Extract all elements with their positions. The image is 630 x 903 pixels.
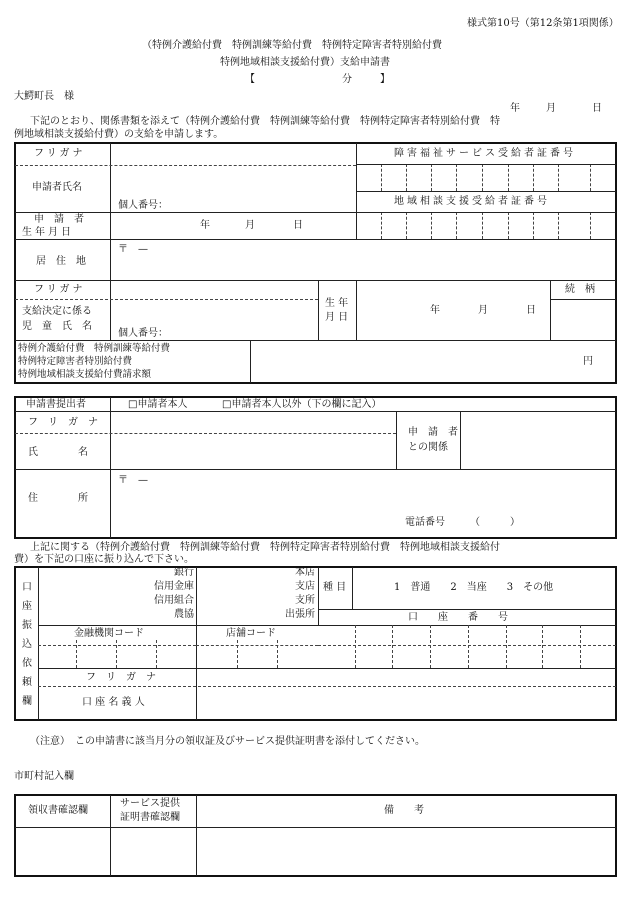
child-birth2: 月 日 — [325, 312, 349, 323]
child-birth1: 生 年 — [325, 298, 349, 309]
account-kind-label: 種 目 — [323, 582, 347, 593]
birth-day: 日 — [293, 220, 303, 231]
submitter-phone: 電話番号 （ ） — [405, 517, 520, 528]
child-birth-day: 日 — [526, 305, 536, 316]
date-month: 月 — [546, 103, 556, 114]
yen-unit: 円 — [583, 356, 593, 367]
birth-label1: 申 請 者 — [34, 214, 84, 225]
bank-side-3: 込 — [22, 639, 32, 650]
title-line2: 特例地域相談支援給付費）支給申請書 — [220, 57, 390, 68]
inst-code-label: 金融機関コード — [74, 628, 144, 639]
branch-type-office: 支所 — [295, 595, 315, 606]
date-year: 年 — [510, 103, 520, 114]
welfare-cert-label: 障害福祉サービス受給者証番号 — [394, 148, 576, 159]
bank-intro-line1: 上記に関する（特例介護給付費 特例訓練等給付費 特例特定障害者特別給付費 特例地域相談支援給付 — [30, 542, 500, 553]
account-kind-options: 1 普通 2 当座 3 その他 — [394, 582, 554, 593]
postal-mark: 〒 — — [118, 244, 148, 255]
submitter-option-self[interactable]: □申請者本人 — [128, 399, 188, 410]
bank-intro-line2: 費）を下記の口座に振り込んで下さい。 — [14, 554, 194, 565]
consult-cert-label: 地域相談支援受給者証番号 — [394, 196, 550, 207]
child-birth-year: 年 — [430, 305, 440, 316]
address-label: 居 住 地 — [36, 256, 86, 267]
birth-label2: 生年月日 — [22, 227, 74, 238]
intro-line2: 例地域相談支援給付費）の支給を申請します。 — [14, 129, 224, 140]
date-day: 日 — [592, 103, 602, 114]
claim-label3: 特例地域相談支援給付費請求額 — [18, 369, 152, 380]
inst-type-nokyo: 農協 — [174, 609, 194, 620]
personal-number-label: 個人番号： — [118, 200, 168, 211]
bracket-fen: 分 — [342, 74, 352, 85]
birth-month: 月 — [245, 220, 255, 231]
intro-line1: 下記のとおり、関係書類を添えて（特例介護給付費 特例訓練等給付費 特例特定障害者特別給付費 特 — [30, 116, 500, 127]
child-label2: 児 童 氏 名 — [22, 321, 92, 332]
submitter-relation1: 申 請 者 — [408, 427, 458, 438]
branch-type-branch: 支店 — [295, 581, 315, 592]
addressee: 大鰐町長 様 — [14, 91, 74, 102]
account-number-label: 口 座 番 号 — [408, 612, 508, 623]
note: （注意） この申請書に該当月分の領収証及びサービス提供証明書を添付してください。 — [30, 736, 425, 747]
inst-type-bank: 銀行 — [174, 567, 194, 578]
bracket-right: 】 — [380, 74, 390, 85]
submitter-address-label: 住 所 — [28, 493, 88, 504]
bank-side-1: 座 — [22, 601, 32, 612]
remarks-label: 備 考 — [384, 805, 424, 816]
submitter-postal: 〒 — — [118, 475, 148, 486]
municipal-label: 市町村記入欄 — [14, 771, 74, 782]
applicant-name-label: 申請者氏名 — [32, 182, 82, 193]
bank-side-6: 欄 — [22, 696, 32, 707]
receipt-check-label: 領収書確認欄 — [28, 805, 88, 816]
relation-label: 続 柄 — [565, 284, 595, 295]
branch-type-head: 本店 — [295, 567, 315, 578]
bank-side-4: 依 — [22, 658, 32, 669]
holder-label: 口 座 名 義 人 — [82, 697, 145, 708]
child-personal-number: 個人番号： — [118, 328, 168, 339]
claim-label2: 特例特定障害者特別給付費 — [18, 356, 133, 367]
submitter-relation2: との関係 — [408, 442, 448, 453]
child-birth-month: 月 — [478, 305, 488, 316]
submitter-furigana-label: フ リ ガ ナ — [28, 417, 98, 428]
municipal-table — [14, 794, 617, 877]
holder-furigana-label: フ リ ガ ナ — [86, 672, 156, 683]
bank-side-5: 頼 — [22, 677, 32, 688]
submitter-label: 申請書提出者 — [26, 399, 86, 410]
submitter-name-label: 氏 名 — [28, 447, 88, 458]
branch-type-sub: 出張所 — [285, 609, 315, 620]
title-line1: （特例介護給付費 特例訓練等給付費 特例特定障害者特別給付費 — [142, 40, 442, 51]
service-check-label2: 証明書確認欄 — [120, 812, 180, 823]
inst-type-kumiai: 信用組合 — [154, 595, 194, 606]
child-label1: 支給決定に係る — [22, 306, 92, 317]
service-check-label1: サービス提供 — [120, 798, 180, 809]
child-furigana-label: フリガナ — [34, 284, 86, 295]
bank-side-0: 口 — [22, 582, 32, 593]
claim-label1: 特例介護給付費 特例訓練等給付費 — [18, 343, 171, 354]
form-number: 様式第10号（第12条第1項関係） — [467, 18, 619, 29]
bank-side-2: 振 — [22, 620, 32, 631]
applicant-furigana-label: フリガナ — [34, 148, 86, 159]
submitter-table — [14, 396, 617, 539]
birth-year: 年 — [200, 220, 210, 231]
submitter-option-other[interactable]: □申請者本人以外（下の欄に記入） — [222, 399, 382, 410]
inst-type-shinkin: 信用金庫 — [154, 581, 194, 592]
branch-code-label: 店舗コード — [226, 628, 276, 639]
bracket-left: 【 — [245, 74, 255, 85]
